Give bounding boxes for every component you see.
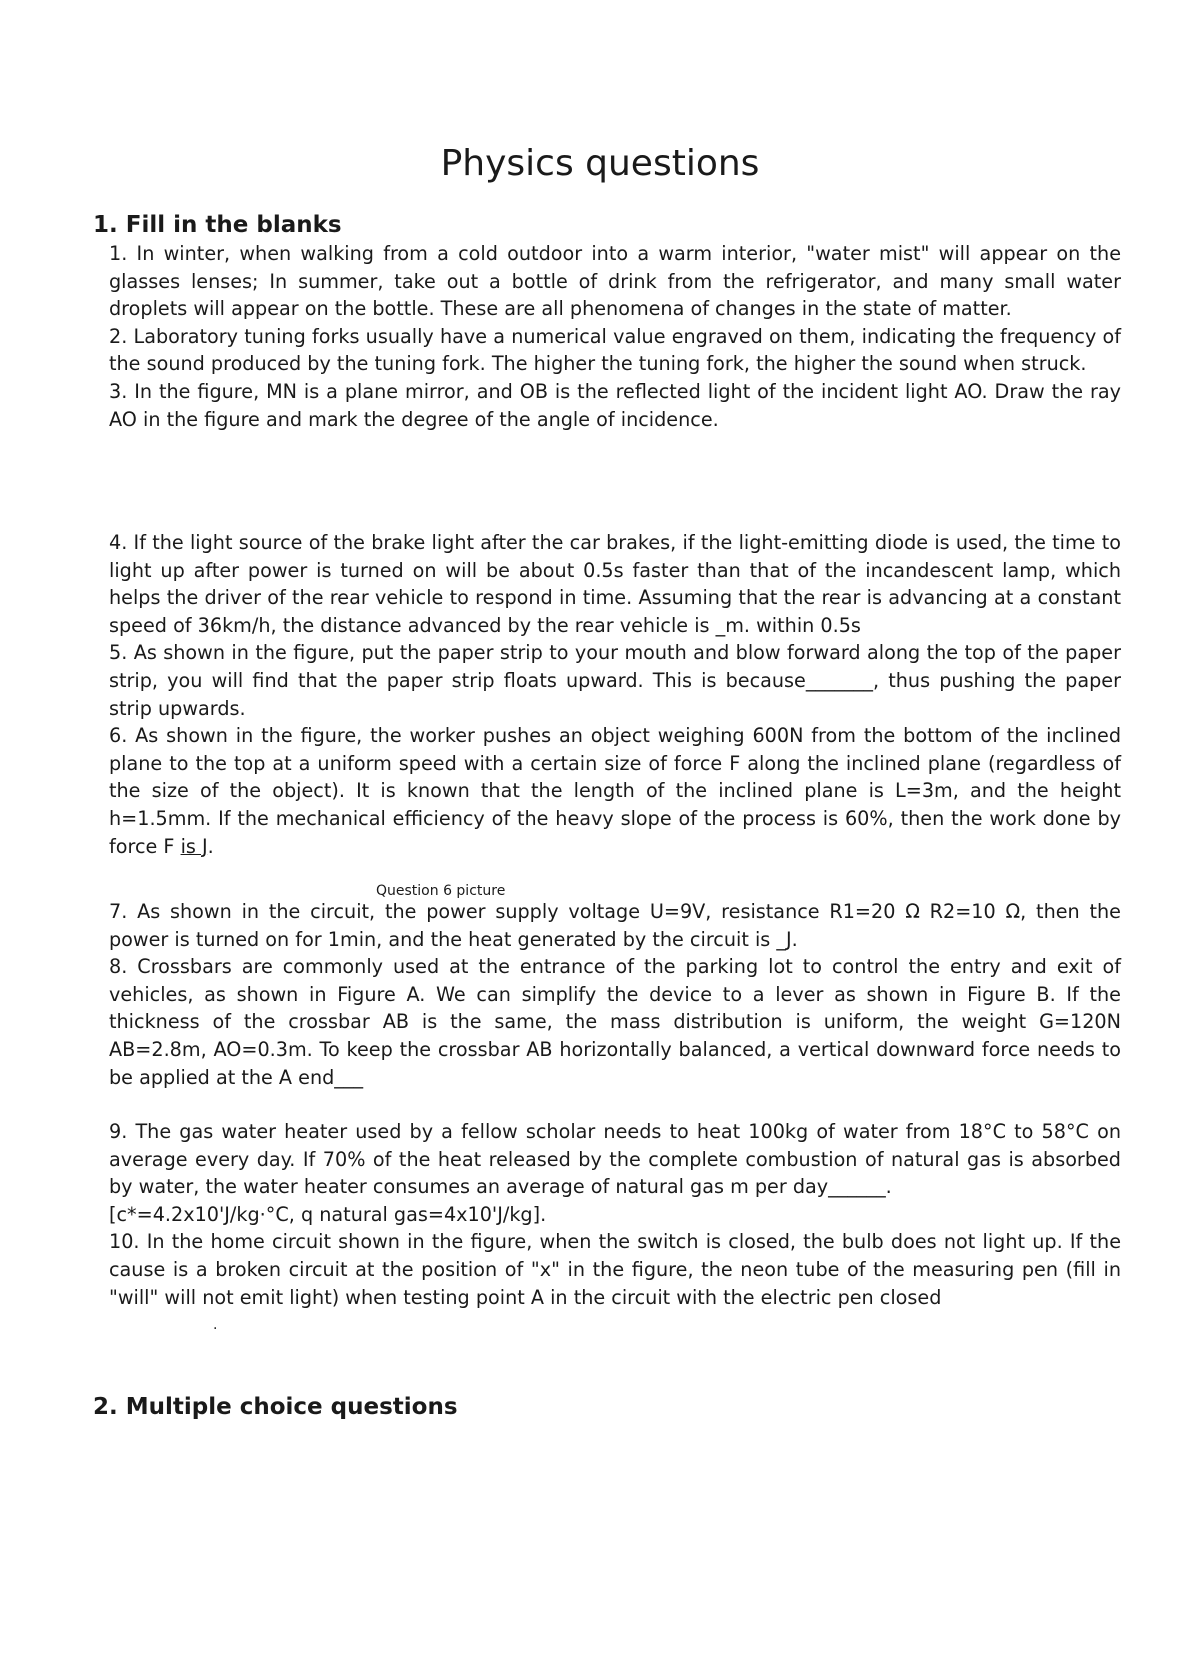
section-heading-fill-in: 1. Fill in the blanks xyxy=(93,212,342,238)
question-4: 4. If the light source of the brake light after the car brakes, if the light-emitting diode is used, the time to light up after power is turned on will be about 0.5s faster than that of the incandescent lamp, which helps the driver of the rear vehicle to respond in time. Assuming that the rear is advancing at a constant speed of 36km/h, the distance advanced by the rear vehicle is _m. within 0.5s xyxy=(109,531,1121,637)
question-1: 1. In winter, when walking from a cold outdoor into a warm interior, "water mist" will appear on the glasses lenses; In summer, take out a bottle of drink from the refrigerator, and many small water droplets will appear on the bottle. These are all phenomena of changes in the state of matter. xyxy=(109,242,1121,321)
fill-in-questions-part2 xyxy=(109,529,1121,860)
question-9: 9. The gas water heater used by a fellow scholar needs to heat 100kg of water from 18°C to 58°C on average every day. If 70% of the heat released by the complete combustion of natural gas is absorbed by water, the water heater consumes an average of natural gas m per day______. xyxy=(109,1120,1121,1199)
fill-in-questions-part3 xyxy=(109,898,1121,1091)
section-heading-multiple-choice: 2. Multiple choice questions xyxy=(93,1394,458,1420)
question-8: 8. Crossbars are commonly used at the entrance of the parking lot to control the entry and exit of vehicles, as shown in Figure A. We can simplify the device to a lever as shown in Figure B. If the thickness of the crossbar AB is the same, the mass distribution is uniform, the weight G=120N AB=2.8m, AO=0.3m. To keep the crossbar AB horizontally balanced, a vertical downward force needs to be applied at the A end___ xyxy=(109,955,1121,1089)
question-6-answer-blank: is J xyxy=(180,834,208,858)
question-5: 5. As shown in the figure, put the paper strip to your mouth and blow forward along the top of the paper strip, you will find that the paper strip floats upward. This is because_______, thus pushing the paper strip upwards. xyxy=(109,641,1121,720)
question-10-dot: . xyxy=(213,1317,218,1333)
page-title: Physics questions xyxy=(440,143,760,184)
question-9-constants: [c*=4.2x10'J/kg·°C, q natural gas=4x10'J/kg]. xyxy=(109,1202,547,1226)
fill-in-questions-part1 xyxy=(109,240,1121,433)
question-6-picture-caption: Question 6 picture xyxy=(376,883,506,899)
question-2: 2. Laboratory tuning forks usually have a numerical value engraved on them, indicating the frequency of the sound produced by the tuning fork. The higher the tuning fork, the higher the sound when struck. xyxy=(109,324,1121,376)
question-10: 10. In the home circuit shown in the figure, when the switch is closed, the bulb does not light up. If the cause is a broken circuit at the position of "x" in the figure, the neon tube of the measuring pen (fill in "will" will not emit light) when testing point A in the circuit with the electric pen closed xyxy=(109,1230,1121,1309)
question-7: 7. As shown in the circuit, the power supply voltage U=9V, resistance R1=20 Ω R2=10 Ω, then the power is turned on for 1min, and the heat generated by the circuit is _J. xyxy=(109,900,1121,951)
fill-in-questions-part4 xyxy=(109,1118,1121,1311)
question-6-text: 6. As shown in the figure, the worker pushes an object weighing 600N from the bottom of the inclined plane to the top at a uniform speed with a certain size of force F along the inclined plane (regardless of the size of the object). It is known that the length of the inclined plane is L=3m, and the height h=1.5mm. If the mechanical efficiency of the heavy slope of the process is 60%, then the work done by force F xyxy=(109,724,1121,858)
question-3: 3. In the figure, MN is a plane mirror, and OB is the reflected light of the incident light AO. Draw the ray AO in the figure and mark the degree of the angle of incidence. xyxy=(109,379,1121,431)
question-6-end: . xyxy=(207,834,214,858)
question-6 xyxy=(109,722,1121,860)
